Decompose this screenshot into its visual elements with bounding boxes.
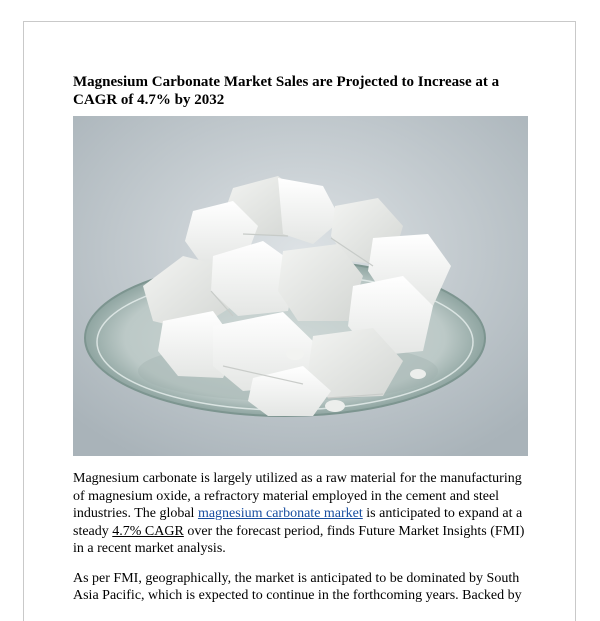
paragraph-1-part-1: Magnesium carbonate is largely utilized as a raw material for the manufacturing of magnesium oxide, a refractory material employed in the cement and steel industries. The global: [73, 471, 522, 521]
magnesium-carbonate-illustration: [73, 116, 528, 456]
paragraph-1-part-2: is anticipated to expand at a steady: [73, 506, 523, 539]
paragraph-2: As per FMI, geographically, the market is anticipated to be dominated by South Asia Pacific, which is expected to continue in the forthcoming years. Backed by: [73, 570, 522, 603]
article-body: [73, 470, 531, 617]
cagr-text: 4.7% CAGR: [112, 523, 184, 539]
paragraph-1-part-3: over the forecast period, finds Future Market Insights (FMI) in a recent market analysis.: [73, 523, 525, 556]
article-photo: [73, 116, 528, 456]
document-page: [23, 21, 576, 621]
article-title: Magnesium Carbonate Market Sales are Projected to Increase at a CAGR of 4.7% by 2032: [73, 74, 500, 108]
magnesium-carbonate-market-link[interactable]: magnesium carbonate market: [197, 506, 363, 521]
paragraph-1: [73, 470, 531, 558]
